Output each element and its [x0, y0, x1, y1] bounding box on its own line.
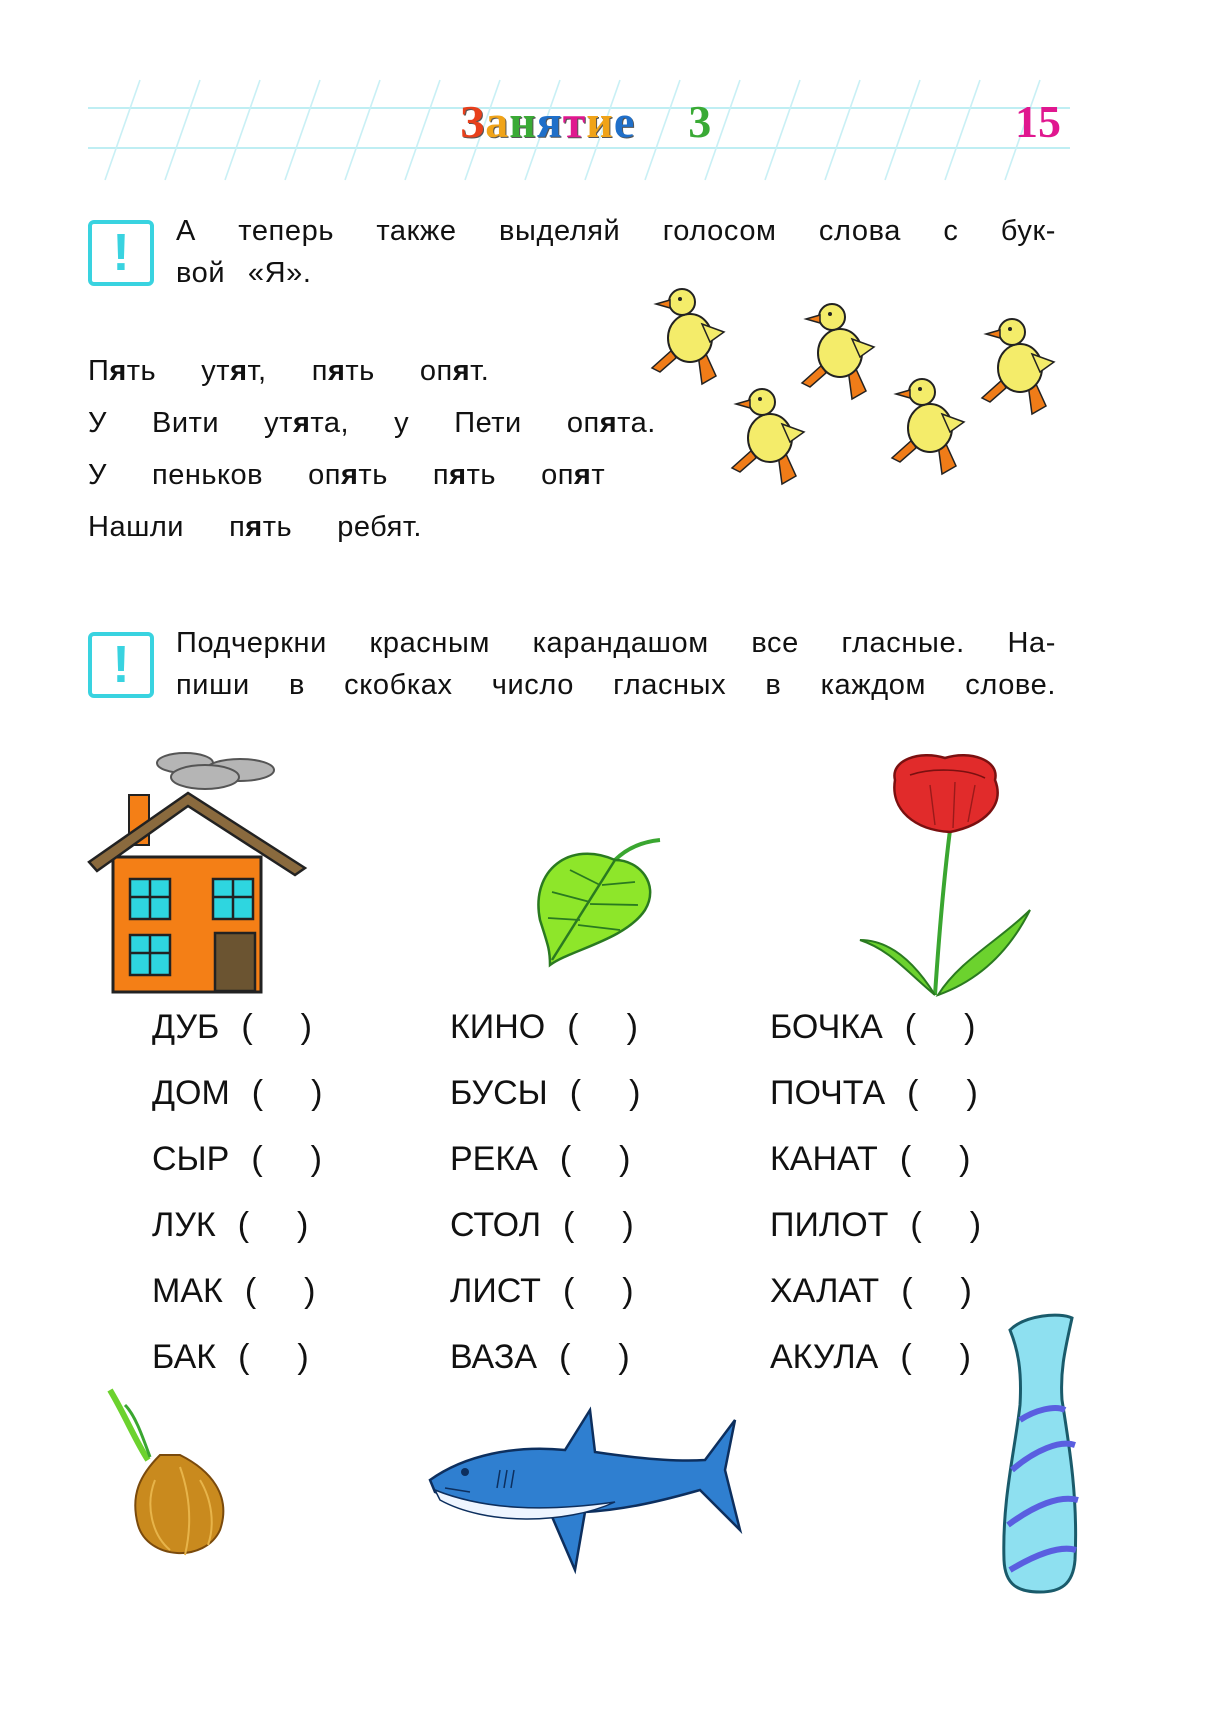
task1-line2: вой «Я». [176, 257, 312, 289]
poem-line [88, 397, 656, 449]
word-label: РЕКА [450, 1140, 538, 1178]
vowel-count-item [152, 1008, 322, 1074]
vowel-count-item [450, 1074, 640, 1140]
word-column-1 [152, 1008, 322, 1404]
poem-text: ть п [358, 459, 450, 491]
open-paren: ( [238, 1338, 250, 1376]
close-paren: ) [960, 1272, 972, 1310]
vase-picture [990, 1310, 1090, 1600]
open-paren: ( [237, 1206, 250, 1244]
word-label: ДОМ [152, 1074, 230, 1112]
poem-line [88, 449, 656, 501]
open-paren: ( [907, 1074, 919, 1112]
open-paren: ( [901, 1272, 913, 1310]
poem-text: П [88, 355, 110, 387]
title-letter: З [460, 96, 486, 147]
title-letter: и [586, 96, 614, 147]
word-label: БУСЫ [450, 1074, 548, 1112]
vowel-count-item [450, 1008, 640, 1074]
vowel-count-item [152, 1074, 322, 1140]
poem-text: У пеньков оп [88, 459, 341, 491]
poem-text: т. [470, 355, 490, 387]
word-label: КИНО [450, 1008, 546, 1046]
task2-line2: пиши в скобках число гласных в каждом слове. [176, 669, 1056, 701]
word-label: СЫР [152, 1140, 230, 1178]
open-paren: ( [904, 1008, 917, 1046]
poem-text: ть ребя [262, 511, 403, 543]
close-paren: ) [964, 1008, 976, 1046]
vowel-count-item [152, 1140, 322, 1206]
close-paren: ) [622, 1272, 634, 1310]
ducklings-picture [640, 270, 1080, 530]
exclamation-icon: ! [88, 632, 154, 698]
word-label: СТОЛ [450, 1206, 542, 1244]
highlighted-letter: я [245, 511, 263, 543]
highlighted-letter: я [573, 459, 592, 491]
vowel-count-item [770, 1140, 981, 1206]
task2-instruction [176, 622, 1056, 706]
open-paren: ( [569, 1074, 582, 1112]
word-label: ВАЗА [450, 1338, 538, 1376]
poem-text: У Вити ут [88, 407, 293, 439]
close-paren: ) [310, 1140, 322, 1178]
highlighted-letter: я [109, 355, 127, 387]
word-label: ЛИСТ [450, 1272, 541, 1310]
poem-line [88, 501, 656, 553]
open-paren: ( [559, 1140, 572, 1178]
open-paren: ( [251, 1074, 264, 1112]
duckling [652, 289, 724, 384]
close-paren: ) [304, 1272, 316, 1310]
open-paren: ( [251, 1140, 263, 1178]
poem-text: ть оп [466, 459, 574, 491]
close-paren: ) [622, 1206, 634, 1244]
shark-picture [425, 1400, 745, 1610]
close-paren: ) [966, 1074, 978, 1112]
word-column-2 [450, 1008, 640, 1404]
onion-picture [100, 1385, 240, 1575]
highlighted-letter: я [230, 355, 248, 387]
vowel-count-item [770, 1074, 981, 1140]
open-paren: ( [899, 1140, 912, 1178]
vowel-count-item [450, 1206, 640, 1272]
title-letter: т [562, 96, 587, 147]
vowel-count-item [770, 1008, 981, 1074]
task2-line1: Подчеркни красным карандашом все гласные. На- [176, 627, 1056, 659]
house-picture [85, 745, 315, 995]
word-label: ЛУК [152, 1206, 216, 1244]
word-label: МАК [152, 1272, 223, 1310]
open-paren: ( [241, 1008, 253, 1046]
title-letter: я [536, 96, 563, 147]
poem-text: ть оп [345, 355, 453, 387]
word-column-3 [770, 1008, 981, 1404]
word-label: ПОЧТА [770, 1074, 886, 1112]
highlighted-letter: я [327, 355, 346, 387]
close-paren: ) [297, 1338, 309, 1376]
word-label: БОЧКА [770, 1008, 883, 1046]
close-paren: ) [969, 1206, 982, 1244]
close-paren: ) [300, 1008, 312, 1046]
poem-text: т. [402, 511, 422, 543]
open-paren: ( [559, 1338, 571, 1376]
vowel-count-item [152, 1206, 322, 1272]
poem-line [88, 345, 656, 397]
lesson-number: 3 [688, 96, 713, 147]
open-paren: ( [910, 1206, 922, 1244]
task1-line1: А теперь также выделяй голосом слова с бук- [176, 215, 1056, 247]
duckling [802, 304, 874, 399]
vowel-count-item [770, 1206, 981, 1272]
close-paren: ) [959, 1338, 971, 1376]
highlighted-letter: я [452, 355, 471, 387]
vowel-count-item [152, 1272, 322, 1338]
close-paren: ) [629, 1074, 641, 1112]
page-number: 15 [1015, 96, 1061, 147]
highlighted-letter: я [292, 407, 311, 439]
poem-text: та. [617, 407, 656, 439]
title-letter: а [485, 96, 510, 147]
highlighted-letter: я [599, 407, 618, 439]
leaf-picture [530, 830, 670, 970]
word-label: ДУБ [152, 1008, 220, 1046]
open-paren: ( [562, 1272, 575, 1310]
open-paren: ( [563, 1206, 575, 1244]
poem-text: т, п [247, 355, 328, 387]
word-label: КАНАТ [770, 1140, 878, 1178]
close-paren: ) [297, 1206, 309, 1244]
close-paren: ) [618, 1338, 630, 1376]
highlighted-letter: я [341, 459, 359, 491]
poem-text: та, у Пети оп [310, 407, 600, 439]
poem-text: т [591, 459, 606, 491]
vowel-count-item [770, 1338, 981, 1404]
word-label: БАК [152, 1338, 217, 1376]
close-paren: ) [959, 1140, 971, 1178]
exclamation-icon: ! [88, 220, 154, 286]
poem [88, 345, 656, 553]
duckling [892, 379, 964, 474]
vowel-count-item [450, 1272, 640, 1338]
close-paren: ) [311, 1074, 323, 1112]
lesson-title [460, 95, 712, 148]
poppy-flower-picture [850, 750, 1040, 1000]
poem-text: ть ут [126, 355, 231, 387]
close-paren: ) [619, 1140, 631, 1178]
duckling [732, 389, 804, 484]
open-paren: ( [244, 1272, 257, 1310]
title-letter: н [509, 96, 537, 147]
title-letter: е [613, 96, 636, 147]
poem-text: Нашли п [88, 511, 246, 543]
highlighted-letter: я [449, 459, 467, 491]
word-label: АКУЛА [770, 1338, 879, 1376]
open-paren: ( [567, 1008, 579, 1046]
vowel-count-item [450, 1140, 640, 1206]
vowel-count-item [770, 1272, 981, 1338]
lesson-title-word [460, 96, 635, 147]
duckling [982, 319, 1054, 414]
vowel-count-item [450, 1338, 640, 1404]
word-label: ХАЛАТ [770, 1272, 880, 1310]
close-paren: ) [626, 1008, 638, 1046]
open-paren: ( [900, 1338, 912, 1376]
word-label: ПИЛОТ [770, 1206, 889, 1244]
